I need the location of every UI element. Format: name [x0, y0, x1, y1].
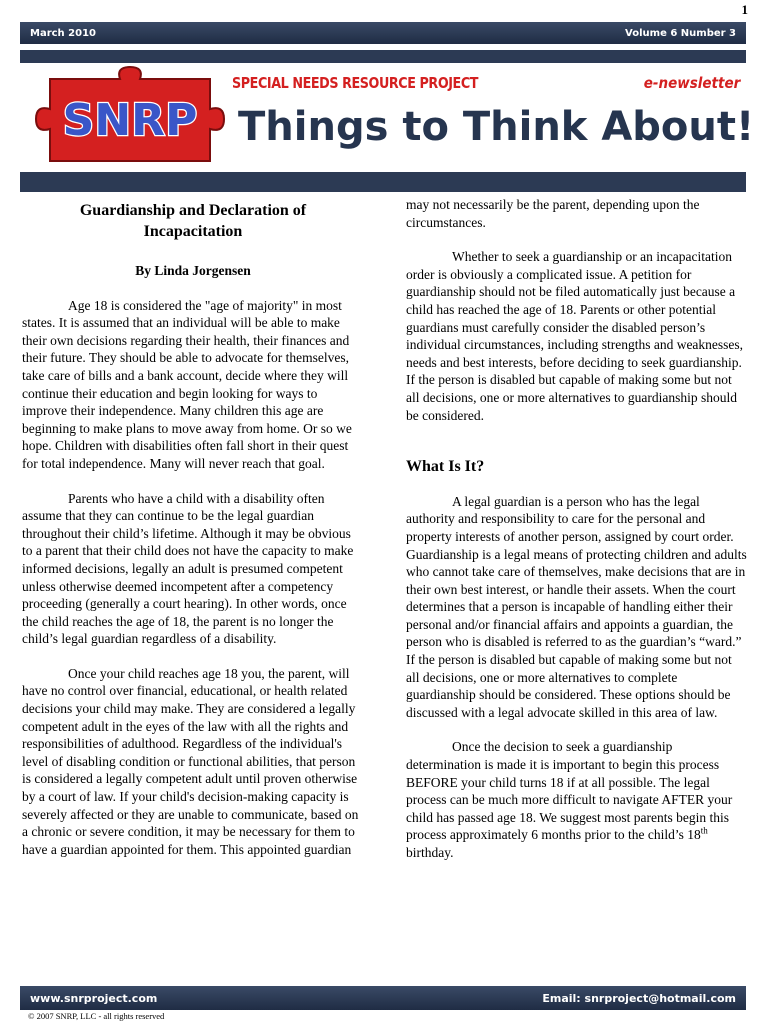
paragraph-continuation: may not necessarily be the parent, depending upon the circumstances.	[406, 197, 700, 230]
website-link[interactable]: www.snrproject.com	[30, 991, 158, 1005]
enewsletter-label: e-newsletter	[643, 74, 740, 92]
paragraph: Age 18 is considered the "age of majority" in most states. It is assumed that an individual will be able to make their own decisions regarding their health, their finances and their future. They should be able to advocate for themselves, take care of bills and a bank account, decide where they will continue their education and begin looking for ways to improve their independence. Many children this age are beginning to make plans to move away from home. Or so we hope. Children with disabilities often fall short in their quest for total independence. Many will never reach that goal.	[22, 297, 352, 471]
newsletter-title: Things to Think About!	[238, 104, 755, 150]
issue-volume: Volume 6 Number 3	[625, 27, 736, 39]
article-byline: By Linda Jorgensen	[135, 263, 251, 278]
paragraph: Once your child reaches age 18 you, the parent, will have no control over financial, educational, or health related decisions your child may make. They are considered a legally competent adult in the eyes of the law with all the rights and responsibilities of adulthood. Regardless of the individual's level of disabling condition or functional abilities, that person is considered a legally competent adult until proven otherwise by a court of law. If your child's decision-making capacity is severely affected or they are unable to communicate, based on a chronic or severe condition, it may be necessary for them to have a guardian appointed for them. This appointed guardian	[22, 665, 359, 857]
copyright-notice: © 2007 SNRP, LLC - all rights reserved	[28, 1011, 165, 1021]
decorative-bar	[20, 50, 746, 63]
project-name: SPECIAL NEEDS RESOURCE PROJECT	[232, 74, 479, 92]
paragraph: Parents who have a child with a disability often assume that they can continue to be the legal guardian throughout their child’s lifetime. Although it may be obvious to a parent that their child does not have the capacity to make informed decisions, legally an adult is presumed competent unless otherwise deemed incompetent after a competency proceeding (generally a court hearing). In other words, once the child reaches the age of 18, the parent is no longer the child’s legal guardian regardless of a disability.	[22, 490, 354, 647]
footer-banner	[20, 986, 746, 1010]
right-column	[406, 196, 748, 862]
paragraph: Once the decision to seek a guardianship determination is made it is important to begin this process BEFORE your child turns 18 if at all possible. The legal process can be much more difficult to navigate AFTER your child has passed age 18. We suggest most parents begin this process approximately 6 months prior to the child’s 18th birthday.	[406, 739, 733, 860]
article-title: Guardianship and Declaration of Incapacitation	[79, 202, 307, 240]
paragraph: A legal guardian is a person who has the legal authority and responsibility to care for the personal and property interests of another person, assigned by court order. Guardianship is a legal means of protecting children and adults who cannot take care of themselves, make decisions that are in their own best interest, or handle their assets. When the court determines that a person is incapable of handling either their personal and/or financial affairs and appoints a guardian, the person who is disabled is referred to as the guardian’s “ward.” If the person is disabled but capable of making some but not all decisions, one or more alternatives to complete guardianship should be considered. These options should be discussed with a legal advocate skilled in this area of law.	[406, 493, 747, 720]
header-divider-bar	[20, 172, 746, 192]
email-link[interactable]: Email: snrproject@hotmail.com	[542, 991, 736, 1005]
snrp-logo	[28, 65, 228, 165]
left-column	[22, 196, 364, 858]
section-heading: What Is It?	[406, 458, 485, 476]
issue-date: March 2010	[30, 27, 96, 39]
paragraph: Whether to seek a guardianship or an incapacitation order is obviously a complicated issue. A petition for guardianship should not be filed automatically just because a child has reached the age of 18. Parents or other potential guardians must carefully consider the disabled person’s individual circumstances, including strengths and weaknesses, needs and best interests, before deciding to seek guardianship. If the person is disabled but capable of making some but not all decisions, one or more alternatives to guardianship should be considered.	[406, 249, 744, 423]
logo-text: SNRP	[62, 95, 198, 146]
page-number: 1	[741, 2, 748, 17]
top-banner	[20, 22, 746, 44]
